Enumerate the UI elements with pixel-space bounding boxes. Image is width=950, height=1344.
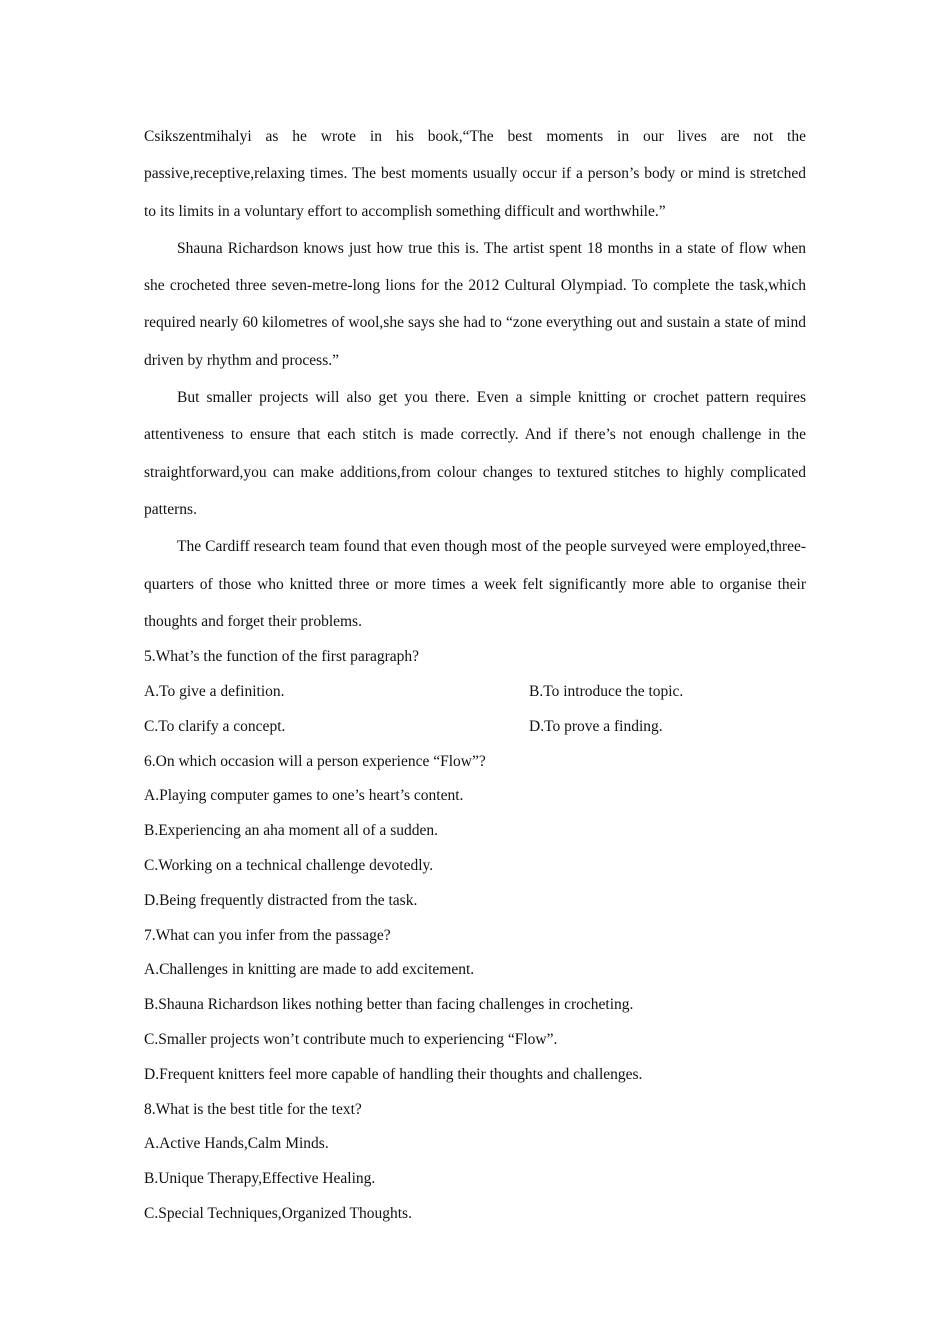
question-8-option-a: A.Active Hands,Calm Minds. [144, 1135, 329, 1153]
question-5-option-a: A.To give a definition. [144, 682, 285, 700]
question-5-option-c: C.To clarify a concept. [144, 717, 286, 735]
question-7-option-c: C.Smaller projects won’t contribute much to experiencing “Flow”. [144, 1030, 558, 1048]
document-page [144, 118, 806, 1232]
question-7-stem: 7.What can you infer from the passage? [144, 926, 391, 944]
question-6 [144, 745, 806, 919]
question-7 [144, 919, 806, 1093]
question-5-option-b: B.To introduce the topic. [529, 682, 684, 700]
question-8-option-c: C.Special Techniques,Organized Thoughts. [144, 1204, 412, 1222]
passage-paragraph-4: The Cardiff research team found that even though most of the people surveyed were employed,three-quarters of those who knitted three or more times a week felt significantly more able to organise their thoughts and forget their problems. [144, 538, 806, 630]
question-7-option-a: A.Challenges in knitting are made to add excitement. [144, 961, 475, 979]
question-8-option-b: B.Unique Therapy,Effective Healing. [144, 1170, 376, 1188]
question-8-stem: 8.What is the best title for the text? [144, 1100, 362, 1118]
passage-paragraph-3: But smaller projects will also get you there. Even a simple knitting or crochet pattern requires attentiveness to ensure that each stitch is made correctly. And if there’s not enough challenge in the straightforward,you can make additions,from colour changes to textured stitches to highly complicated patterns. [144, 389, 806, 518]
question-6-option-b: B.Experiencing an aha moment all of a sudden. [144, 822, 438, 840]
passage-paragraph-1: Csikszentmihalyi as he wrote in his book,“The best moments in our lives are not the passive,receptive,relaxing times. The best moments usually occur if a person’s body or mind is stretched to its limits in a voluntary effort to accomplish something difficult and worthwhile.” [144, 128, 806, 220]
question-6-option-d: D.Being frequently distracted from the task. [144, 891, 418, 909]
question-5-option-d: D.To prove a finding. [529, 717, 663, 735]
question-6-option-a: A.Playing computer games to one’s heart’s content. [144, 787, 464, 805]
question-5-stem: 5.What’s the function of the first paragraph? [144, 648, 420, 666]
question-6-stem: 6.On which occasion will a person experience “Flow”? [144, 752, 486, 770]
question-5-options-row-1 [144, 675, 806, 710]
question-7-option-d: D.Frequent knitters feel more capable of handling their thoughts and challenges. [144, 1065, 643, 1083]
question-5-options-row-2 [144, 710, 806, 745]
question-5 [144, 640, 806, 744]
question-7-option-b: B.Shauna Richardson likes nothing better than facing challenges in crocheting. [144, 996, 634, 1014]
passage-paragraph-2: Shauna Richardson knows just how true this is. The artist spent 18 months in a state of flow when she crocheted three seven-metre-long lions for the 2012 Cultural Olympiad. To complete the task,which required nearly 60 kilometres of wool,she says she had to “zone everything out and sustain a state of mind driven by rhythm and process.” [144, 239, 806, 369]
question-6-option-c: C.Working on a technical challenge devotedly. [144, 856, 434, 874]
question-8 [144, 1093, 806, 1232]
